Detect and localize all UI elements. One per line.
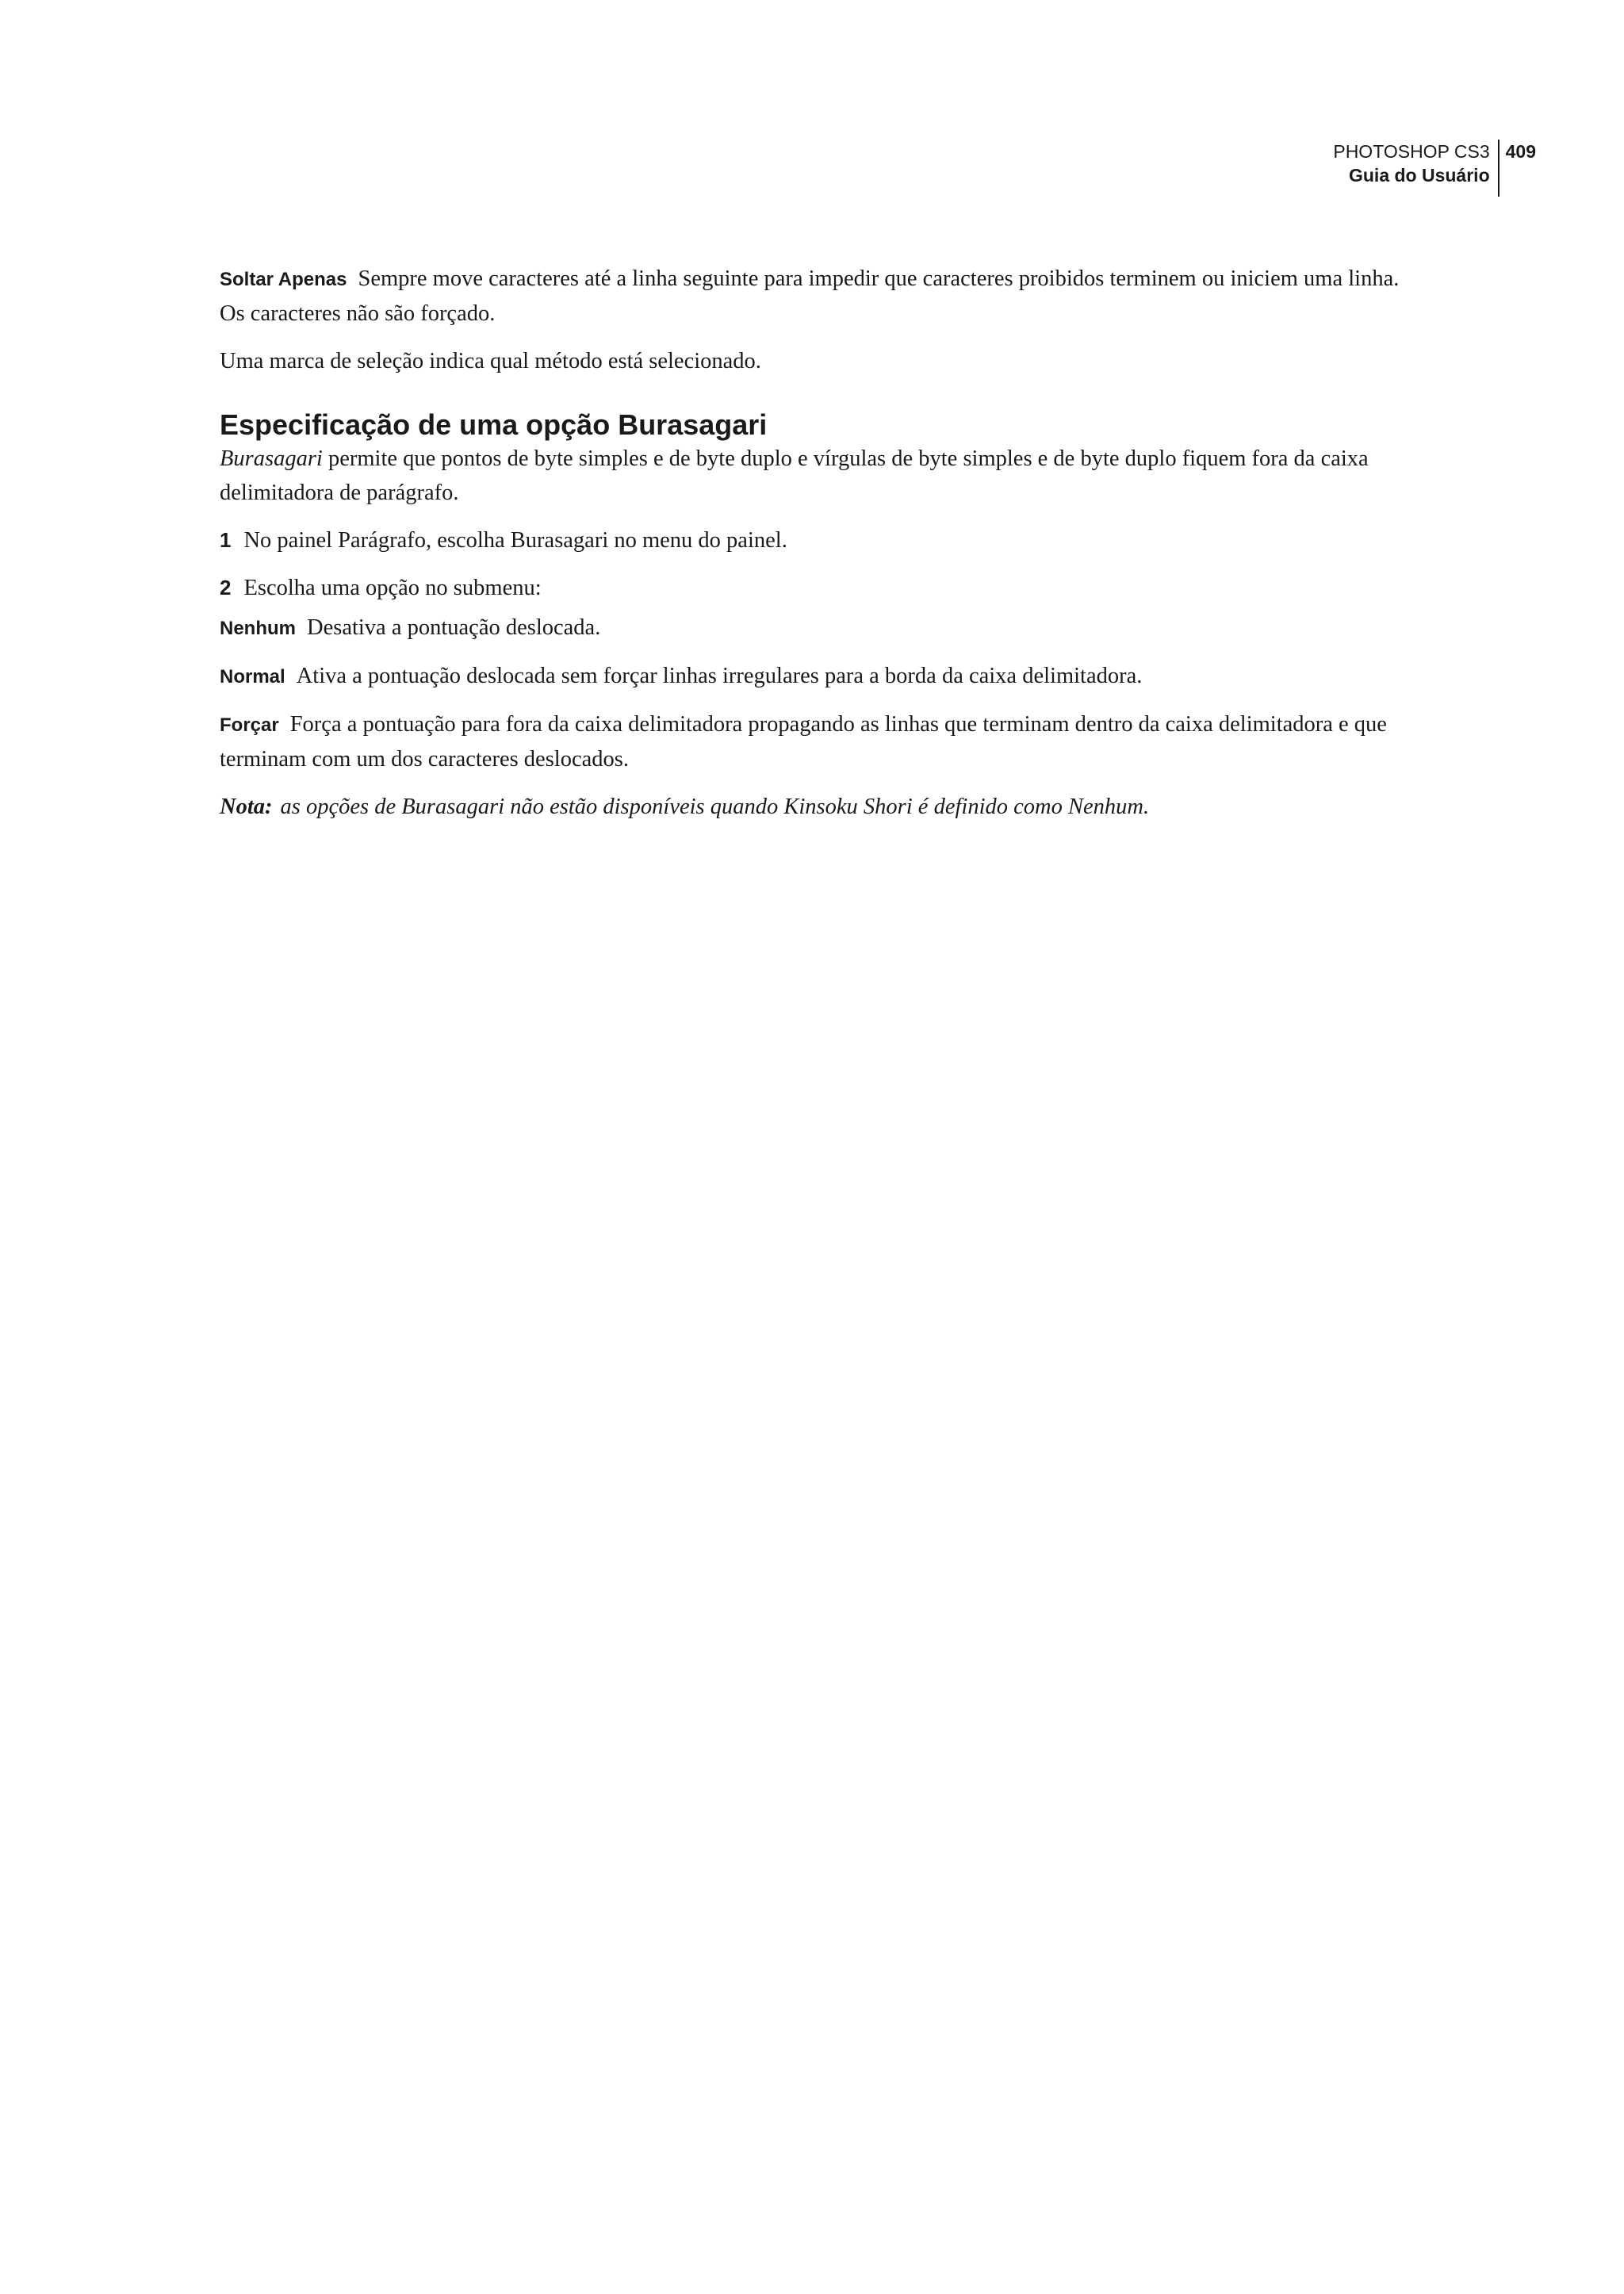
option-nenhum-text: Desativa a pontuação deslocada. [307,615,601,640]
step-2 [220,571,1425,605]
option-forcar-term: Forçar [220,714,279,736]
soltar-apenas-term: Soltar Apenas [220,269,347,290]
section-intro [220,442,1425,510]
option-normal-text: Ativa a pontuação deslocada sem forçar linhas irregulares para a borda da caixa delimitadora. [296,664,1143,688]
intro-text: permite que pontos de byte simples e de byte duplo e vírgulas de byte simples e de byte duplo fiquem fora da caixa delimitadora de parágrafo. [220,446,1369,505]
option-nenhum [220,611,1425,645]
step-2-text: Escolha uma opção no submenu: [243,576,542,600]
option-nenhum-term: Nenhum [220,618,296,639]
soltar-apenas-paragraph [220,262,1425,331]
section-heading: Especificação de uma opção Burasagari [220,408,768,441]
selection-note: Uma marca de seleção indica qual método está selecionado. [220,349,761,373]
step-2-number: 2 [220,576,232,599]
header-guide: Guia do Usuário [1348,165,1490,186]
option-forcar-text: Força a pontuação para fora da caixa delimitadora propagando as linhas que terminam dentro da caixa delimitadora e que terminam com um dos caracteres deslocados. [220,712,1387,772]
step-1-number: 1 [220,528,232,552]
note-text: as opções de Burasagari não estão disponíveis quando Kinsoku Shori é definido como Nenhum. [280,795,1150,819]
page-header [1333,140,1536,197]
header-product: PHOTOSHOP CS3 [1333,141,1490,162]
page-number: 409 [1505,141,1536,162]
step-1 [220,523,1425,557]
intro-term: Burasagari [220,446,323,471]
soltar-apenas-text: Sempre move caracteres até a linha seguinte para impedir que caracteres proibidos terminem ou iniciem uma linha. Os caracteres não são forçado. [220,266,1400,326]
header-text [1333,140,1497,197]
note-paragraph [220,790,1425,824]
option-normal [220,659,1425,694]
step-1-text: No painel Parágrafo, escolha Burasagari no menu do painel. [243,528,787,553]
document-body [220,262,1425,824]
option-forcar [220,707,1425,776]
note-label: Nota: [220,795,273,819]
option-normal-term: Normal [220,666,285,687]
